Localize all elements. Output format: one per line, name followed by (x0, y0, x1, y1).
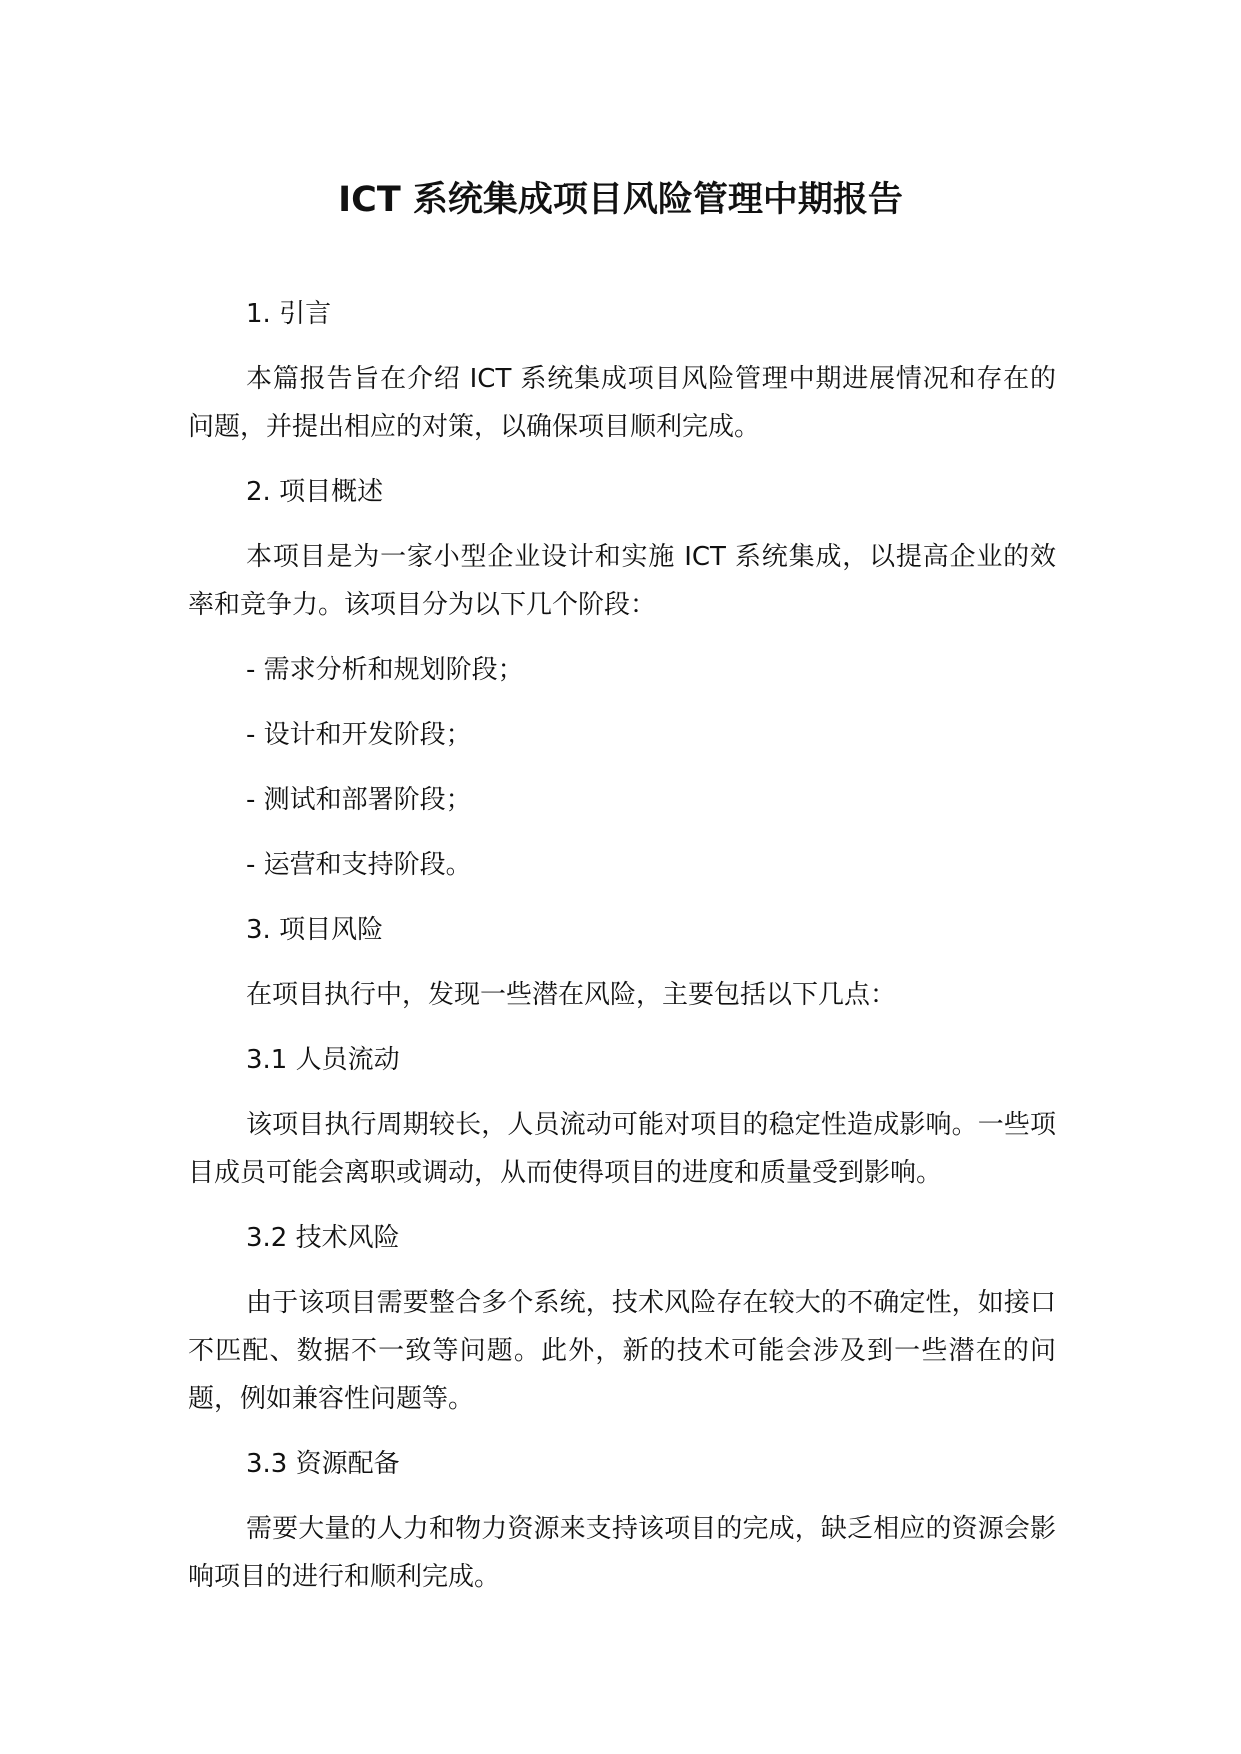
paragraph-technical-risk: 由于该项目需要整合多个系统，技术风险存在较大的不确定性，如接口不匹配、数据不一致等问题。此外，新的技术可能会涉及到一些潜在的问题，例如兼容性问题等。 (188, 1288, 1056, 1414)
heading-technical-risk: 3.2 技术风险 (246, 1223, 400, 1253)
heading-project-risks: 3. 项目风险 (246, 915, 384, 945)
heading-project-overview: 2. 项目概述 (246, 477, 384, 507)
heading-staff-turnover: 3.1 人员流动 (246, 1045, 400, 1075)
heading-resource-allocation: 3.3 资源配备 (246, 1449, 400, 1479)
paragraph-project-overview: 本项目是为一家小型企业设计和实施 ICT 系统集成，以提高企业的效率和竞争力。该项目分为以下几个阶段： (188, 542, 1056, 620)
paragraph-project-risks: 在项目执行中，发现一些潜在风险，主要包括以下几点： (246, 980, 897, 1010)
document-body (188, 290, 1056, 1618)
list-item-phase-testing: - 测试和部署阶段； (246, 785, 472, 815)
list-item-phase-requirements: - 需求分析和规划阶段； (246, 655, 524, 685)
paragraph-introduction: 本篇报告旨在介绍 ICT 系统集成项目风险管理中期进展情况和存在的问题，并提出相应的对策，以确保项目顺利完成。 (188, 364, 1056, 442)
paragraph-staff-turnover: 该项目执行周期较长，人员流动可能对项目的稳定性造成影响。一些项目成员可能会离职或调动，从而使得项目的进度和质量受到影响。 (188, 1110, 1056, 1188)
list-item-phase-design: - 设计和开发阶段； (246, 720, 472, 750)
heading-introduction: 1. 引言 (246, 299, 332, 329)
list-item-phase-operations: - 运营和支持阶段。 (246, 850, 472, 880)
paragraph-resource-allocation: 需要大量的人力和物力资源来支持该项目的完成，缺乏相应的资源会影响项目的进行和顺利完成。 (188, 1514, 1056, 1592)
document-title: ICT 系统集成项目风险管理中期报告 (338, 180, 903, 220)
